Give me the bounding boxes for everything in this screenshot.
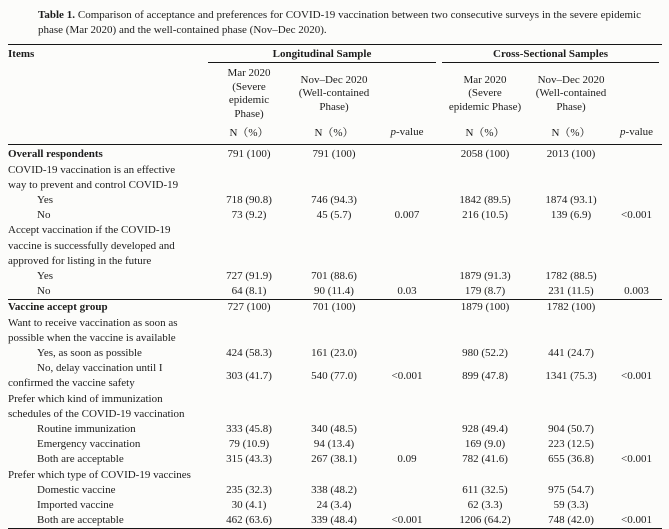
cell-long-pvalue xyxy=(375,392,439,422)
col-header-long-nov xyxy=(293,63,375,122)
cell-long-mar xyxy=(205,223,293,269)
cell-long-pvalue xyxy=(375,483,439,498)
cell-long-mar: 333 (45.8) xyxy=(226,423,272,436)
cell-long-nov xyxy=(293,163,375,193)
col-header-line: Phase) xyxy=(319,100,349,113)
table-row xyxy=(8,422,662,437)
subheader-p-long xyxy=(375,122,439,145)
cell-cs-mar: 980 (52.2) xyxy=(462,347,508,360)
table-row xyxy=(8,284,662,300)
cell-cs-pvalue xyxy=(611,223,662,269)
cell-long-nov xyxy=(293,316,375,346)
cell-long-nov xyxy=(293,392,375,422)
cell-long-nov: 340 (48.5) xyxy=(311,423,357,436)
group-longitudinal-label: Longitudinal Sample xyxy=(208,47,436,63)
col-header-line: Phase) xyxy=(234,107,264,120)
table-row xyxy=(8,269,662,284)
cell-long-pvalue xyxy=(375,223,439,269)
cell-long-mar: 64 (8.1) xyxy=(231,285,267,298)
subheader-n-long-mar: N（%） xyxy=(205,122,293,145)
col-header-line: Nov–Dec 2020 xyxy=(537,73,605,86)
cell-cs-pvalue: <0.001 xyxy=(621,514,652,527)
col-header-line: Mar 2020 xyxy=(463,73,507,86)
cell-long-pvalue xyxy=(375,316,439,346)
cell-cs-mar xyxy=(439,468,531,483)
table-row xyxy=(8,300,662,316)
cell-cs-nov xyxy=(531,223,611,269)
cell-long-nov: 161 (23.0) xyxy=(311,347,357,360)
cell-cs-nov: 139 (6.9) xyxy=(550,209,592,222)
item-label: Overall respondents xyxy=(8,148,103,161)
cell-long-nov: 746 (94.3) xyxy=(311,193,357,206)
table-row xyxy=(8,346,662,361)
cell-cs-mar: 216 (10.5) xyxy=(462,209,508,222)
cell-long-pvalue xyxy=(375,422,439,437)
cell-cs-pvalue xyxy=(611,269,662,284)
cell-cs-mar: 899 (47.8) xyxy=(462,369,508,382)
cell-long-pvalue xyxy=(375,163,439,193)
cell-long-nov: 540 (77.0) xyxy=(311,369,357,382)
col-header-line: (Well-contained xyxy=(535,87,607,100)
cell-long-mar: 727 (91.9) xyxy=(226,270,272,282)
table-row xyxy=(8,513,662,529)
item-label: Vaccine accept group xyxy=(8,300,205,316)
cell-cs-mar xyxy=(439,223,531,269)
cell-long-mar: 718 (90.8) xyxy=(226,193,272,206)
cell-cs-mar: 179 (8.7) xyxy=(464,285,506,298)
cell-long-mar: 791 (100) xyxy=(227,148,271,161)
table-row xyxy=(8,468,662,483)
items-header: Items xyxy=(8,45,205,145)
cell-long-nov: 267 (38.1) xyxy=(311,453,357,466)
cell-cs-mar: 2058 (100) xyxy=(460,148,510,161)
col-header-line: (Well-contained xyxy=(298,87,370,100)
cell-long-nov: 701 (88.6) xyxy=(311,270,357,282)
caption-text: Comparison of acceptance and preferences for COVID-19 vaccination between two consecutive surveys in the severe epidemic phase (Mar 2020) and the well-contained phase (Nov–Dec 2020). xyxy=(38,9,641,36)
item-label: Emergency vaccination xyxy=(37,438,141,451)
item-label: Imported vaccine xyxy=(37,499,114,512)
cell-cs-nov: 1782 (100) xyxy=(531,300,611,316)
cell-cs-pvalue: <0.001 xyxy=(621,453,652,466)
cell-cs-pvalue xyxy=(611,422,662,437)
cell-cs-pvalue xyxy=(611,316,662,346)
cell-cs-nov: 1782 (88.5) xyxy=(545,270,597,282)
col-header-cs-mar xyxy=(439,63,531,122)
table-row xyxy=(8,193,662,208)
cell-long-nov: 90 (11.4) xyxy=(314,285,354,298)
cell-long-pvalue xyxy=(375,300,439,316)
subheader-p-cs xyxy=(611,122,662,145)
cell-long-pvalue xyxy=(375,468,439,483)
cell-long-mar xyxy=(205,316,293,346)
item-label: Prefer which type of COVID-19 vaccines xyxy=(8,468,191,481)
cell-long-pvalue xyxy=(375,498,439,513)
table-row xyxy=(8,361,662,391)
table-row xyxy=(8,498,662,513)
cell-cs-nov xyxy=(531,392,611,422)
p-label-rest: -value xyxy=(625,126,654,139)
cell-cs-nov: 231 (11.5) xyxy=(548,285,594,298)
item-label: COVID-19 vaccination is an effective way to prevent and control COVID-19 xyxy=(8,163,179,191)
cell-cs-nov: 1341 (75.3) xyxy=(545,369,597,382)
cell-cs-mar: 169 (9.0) xyxy=(464,438,506,451)
item-label: No xyxy=(37,209,51,222)
table-row xyxy=(8,145,662,163)
cell-cs-mar xyxy=(439,392,531,422)
col-header-line: Mar 2020 xyxy=(227,67,271,79)
group-header-row xyxy=(8,45,662,64)
cell-cs-nov: 2013 (100) xyxy=(546,148,596,161)
cell-cs-mar: 928 (49.4) xyxy=(462,423,508,436)
col-header-line: Phase) xyxy=(556,100,586,113)
cell-cs-pvalue xyxy=(611,468,662,483)
subheader-n-cs-nov: N（%） xyxy=(531,122,611,145)
cell-cs-mar: 611 (32.5) xyxy=(462,483,508,496)
col-header-cs-p-spacer xyxy=(611,63,662,122)
cell-cs-nov: 655 (36.8) xyxy=(548,453,594,466)
item-label: Prefer which kind of immunization schedules of the COVID-19 vaccination xyxy=(8,392,185,420)
table-row xyxy=(8,223,662,269)
p-label-rest: -value xyxy=(396,126,424,139)
cell-long-nov: 339 (48.4) xyxy=(311,514,357,527)
col-header-cs-nov xyxy=(531,63,611,122)
cell-long-nov: 24 (3.4) xyxy=(316,499,352,512)
cell-long-pvalue xyxy=(375,193,439,208)
cell-cs-pvalue: <0.001 xyxy=(621,209,652,222)
table-header xyxy=(8,45,662,145)
cell-long-pvalue xyxy=(375,269,439,284)
cell-cs-pvalue xyxy=(611,300,662,316)
cell-long-pvalue: <0.001 xyxy=(391,514,423,527)
cell-long-nov xyxy=(293,223,375,269)
subheader-n-long-nov: N（%） xyxy=(293,122,375,145)
table-row xyxy=(8,208,662,223)
table-row xyxy=(8,452,662,467)
cell-cs-pvalue xyxy=(611,392,662,422)
cell-long-mar: 235 (32.3) xyxy=(226,483,272,496)
cell-cs-pvalue xyxy=(611,163,662,193)
cell-long-mar: 303 (41.7) xyxy=(226,369,272,382)
col-header-line: (Severe xyxy=(468,87,502,100)
table-row xyxy=(8,316,662,346)
cell-long-mar: 30 (4.1) xyxy=(231,499,267,512)
cell-long-mar: 727 (100) xyxy=(205,300,293,316)
cell-cs-nov: 59 (3.3) xyxy=(553,499,589,512)
cell-long-pvalue: 0.007 xyxy=(394,209,420,222)
cell-long-nov xyxy=(293,468,375,483)
cell-long-mar: 315 (43.3) xyxy=(226,453,272,466)
cell-long-nov: 701 (100) xyxy=(293,300,375,316)
item-label: Yes xyxy=(37,270,54,282)
col-header-long-mar xyxy=(205,63,293,122)
cell-long-pvalue xyxy=(375,145,439,163)
cell-cs-mar: 1206 (64.2) xyxy=(459,514,511,527)
cell-cs-pvalue xyxy=(611,498,662,513)
col-header-long-p-spacer xyxy=(375,63,439,122)
item-label: Accept vaccination if the COVID-19 vaccine is successfully developed and approved for listing in the future xyxy=(8,224,175,267)
cell-cs-mar xyxy=(439,316,531,346)
cell-cs-pvalue xyxy=(611,437,662,452)
cell-long-nov: 791 (100) xyxy=(312,148,356,161)
item-label: Yes, as soon as possible xyxy=(37,347,142,360)
cell-long-nov: 45 (5.7) xyxy=(316,209,352,222)
cell-long-mar xyxy=(205,392,293,422)
cell-cs-pvalue xyxy=(611,346,662,361)
group-cross-sectional xyxy=(439,45,662,64)
cell-long-nov: 338 (48.2) xyxy=(311,483,357,496)
cell-long-mar: 73 (9.2) xyxy=(231,209,267,222)
table-body xyxy=(8,145,662,529)
item-label: Routine immunization xyxy=(37,423,136,436)
cell-cs-nov: 904 (50.7) xyxy=(548,423,594,436)
cell-long-mar: 424 (58.3) xyxy=(226,347,272,360)
cell-cs-pvalue xyxy=(611,483,662,498)
item-label: Both are acceptable xyxy=(37,453,124,466)
cell-cs-nov xyxy=(531,163,611,193)
table-row xyxy=(8,483,662,498)
cell-cs-pvalue: <0.001 xyxy=(621,369,652,382)
col-header-line: epidemic xyxy=(228,94,270,107)
cell-cs-mar: 1842 (89.5) xyxy=(459,193,511,206)
table-row xyxy=(8,163,662,193)
cell-cs-mar xyxy=(439,163,531,193)
cell-cs-nov: 441 (24.7) xyxy=(548,347,594,360)
cell-long-pvalue xyxy=(375,346,439,361)
col-header-line: epidemic Phase) xyxy=(448,100,522,113)
item-label: No xyxy=(37,285,51,298)
cell-cs-nov: 748 (42.0) xyxy=(548,514,594,527)
cell-long-mar xyxy=(205,163,293,193)
col-header-line: Nov–Dec 2020 xyxy=(300,73,368,86)
cell-long-pvalue: <0.001 xyxy=(391,369,423,382)
cell-cs-mar: 782 (41.6) xyxy=(462,453,508,466)
p-label-italic: p xyxy=(620,126,626,139)
cell-cs-mar: 1879 (100) xyxy=(439,300,531,316)
table-row xyxy=(8,392,662,422)
cell-long-nov: 94 (13.4) xyxy=(313,438,355,451)
item-label: Both are acceptable xyxy=(37,514,124,527)
cell-long-pvalue: 0.03 xyxy=(397,285,417,298)
cell-cs-pvalue xyxy=(611,145,662,163)
cell-cs-nov xyxy=(531,316,611,346)
cell-long-mar: 79 (10.9) xyxy=(228,438,270,451)
cell-cs-nov xyxy=(531,468,611,483)
caption-label: Table 1. xyxy=(38,9,76,21)
item-label: No, delay vaccination until I confirmed the vaccine safety xyxy=(8,362,163,390)
cell-cs-pvalue: 0.003 xyxy=(624,285,649,298)
item-label: Domestic vaccine xyxy=(37,483,116,496)
item-label: Want to receive vaccination as soon as possible when the vaccine is available xyxy=(8,316,178,344)
item-label: Yes xyxy=(37,193,54,206)
cell-cs-nov: 1874 (93.1) xyxy=(545,193,597,206)
group-longitudinal xyxy=(205,45,439,64)
cell-long-mar xyxy=(205,468,293,483)
cell-cs-nov: 975 (54.7) xyxy=(548,483,594,496)
cell-long-pvalue: 0.09 xyxy=(397,453,417,466)
cell-cs-mar: 62 (3.3) xyxy=(467,499,503,512)
cell-long-pvalue xyxy=(375,437,439,452)
table-row xyxy=(8,437,662,452)
cell-cs-mar: 1879 (91.3) xyxy=(459,270,511,282)
col-header-line: (Severe xyxy=(232,80,266,93)
cell-long-mar: 462 (63.6) xyxy=(226,514,272,527)
table-caption xyxy=(0,0,669,44)
p-label-italic: p xyxy=(390,126,397,139)
group-cross-sectional-label: Cross-Sectional Samples xyxy=(442,47,659,63)
cell-cs-pvalue xyxy=(611,193,662,208)
subheader-n-cs-mar: N（%） xyxy=(439,122,531,145)
cell-cs-nov: 223 (12.5) xyxy=(548,438,594,451)
data-table xyxy=(8,44,662,529)
